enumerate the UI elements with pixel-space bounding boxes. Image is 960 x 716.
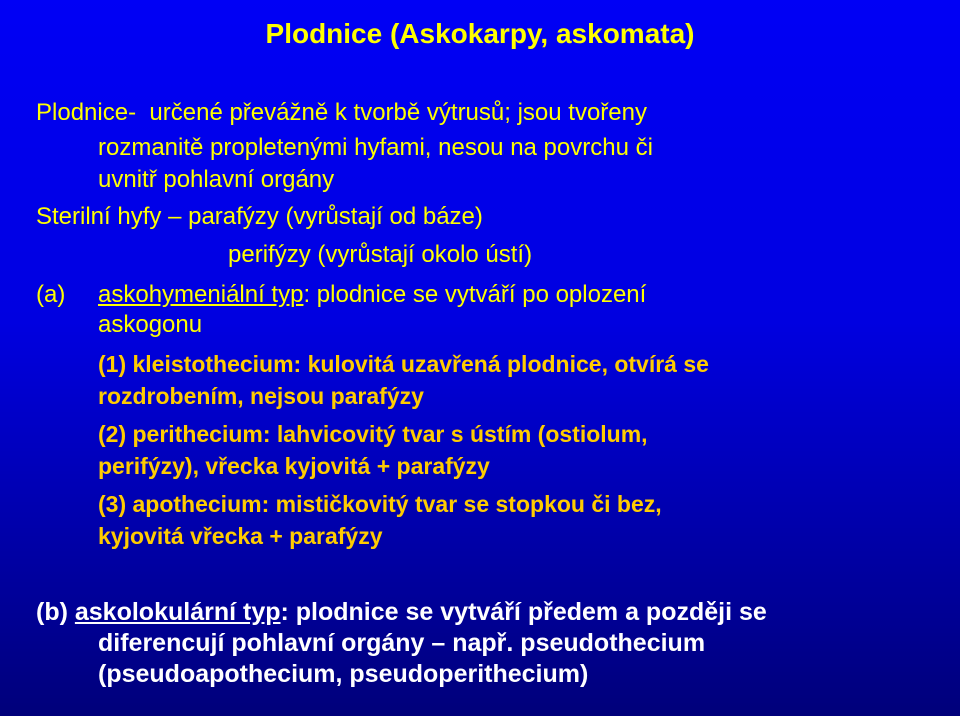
item-2-line-2: perifýzy), vřecka kyjovitá + parafýzy (98, 453, 490, 479)
section-b-line-2 (98, 629, 705, 657)
item-1-line-1: (1) kleistothecium: kulovitá uzavřená plodnice, otvírá se (98, 351, 709, 377)
definition-text-2: rozmanitě propletenými hyfami, nesou na povrchu či (98, 134, 653, 161)
section-a-colon: : (303, 281, 311, 308)
section-b-text-2-white: pseudothecium (513, 629, 706, 657)
periphyses-text: perifýzy (vyrůstají okolo ústí) (228, 241, 533, 268)
section-a-marker: (a) (36, 281, 66, 308)
section-b-text-1: plodnice se vytváří předem a později se (288, 598, 767, 626)
slide-title: Plodnice (Askokarpy, askomata) (265, 18, 695, 49)
section-b-line-1 (36, 598, 767, 626)
definition-line-1 (36, 99, 647, 127)
section-a-term: askohymeniální typ (98, 281, 304, 308)
definition-text-3: uvnitř pohlavní orgány (98, 166, 335, 193)
sterile-label: Sterilní hyfy (36, 203, 162, 230)
section-a-text-2: askogonu (98, 311, 203, 338)
definition-text-1: určené převážně k tvorbě výtrusů; jsou tvořeny (149, 99, 647, 126)
sterile-line (36, 203, 483, 231)
item-3-line-2: kyjovitá vřecka + parafýzy (98, 523, 383, 549)
section-b-marker: (b) (36, 598, 68, 626)
item-1-line-2: rozdrobením, nejsou parafýzy (98, 383, 424, 409)
section-b-text-3: (pseudoapothecium, pseudoperithecium) (98, 660, 589, 688)
section-b-text-2: diferencují pohlavní orgány – např. (98, 629, 514, 657)
section-a-line-1 (98, 281, 646, 309)
section-b-term: askolokulární typ (74, 598, 281, 626)
definition-label: Plodnice- (36, 99, 137, 126)
paraphyses-text: parafýzy (vyrůstají od báze) (188, 203, 483, 230)
sterile-dash: – (168, 203, 182, 230)
section-a-text-1: plodnice se vytváří po oplození (310, 281, 647, 308)
section-b-colon: : (280, 598, 289, 626)
item-2-line-1: (2) perithecium: lahvicovitý tvar s ústím (ostiolum, (98, 421, 648, 447)
item-3-line-1: (3) apothecium: mističkovitý tvar se stopkou či bez, (98, 491, 662, 517)
